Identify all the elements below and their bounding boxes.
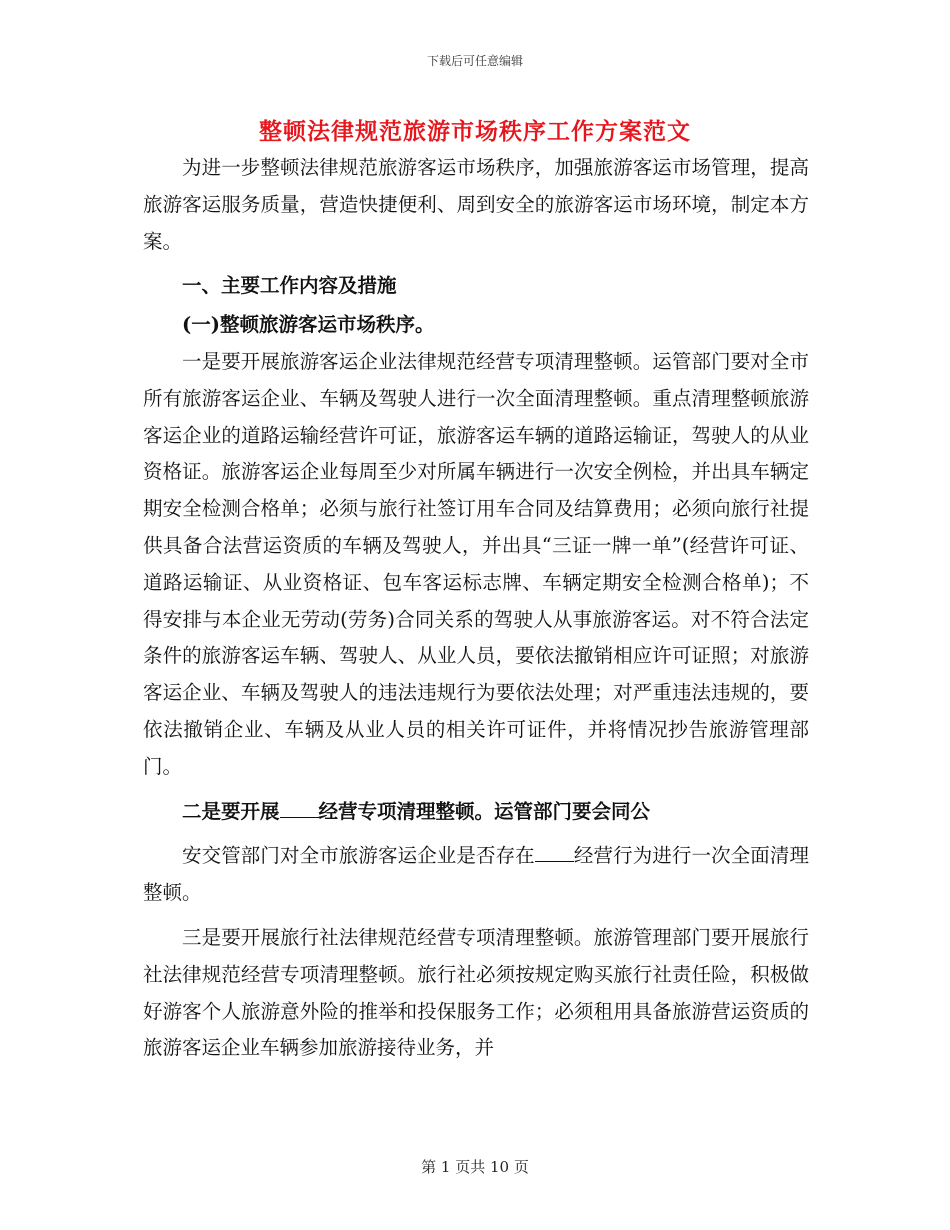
page-footer: 第 1 页共 10 页 <box>421 1158 529 1176</box>
paragraph-2-part-2: 经营专项清理整顿。运管部门要会同公 <box>318 799 651 823</box>
paragraph-4: 三是要开展旅行社法律规范经营专项清理整顿。旅游管理部门要开展旅行社法律规范经营专项清理整顿。旅行社必须按规定购买旅行社责任险，积极做好游客个人旅游意外险的推举和投保服务工作；必须租用具备旅游营运资质的旅游客运企业车辆参加旅游接待业务，并 <box>143 925 809 1060</box>
document-title: 整顿法律规范旅游市场秩序工作方案范文 <box>259 118 691 145</box>
paragraph-1: 一是要开展旅游客运企业法律规范经营专项清理整顿。运管部门要对全市所有旅游客运企业、车辆及驾驶人进行一次全面清理整顿。重点清理整顿旅游客运企业的道路运输经营许可证，旅游客运车辆的道路运输证，驾驶人的从业资格证。旅游客运企业每周至少对所属车辆进行一次安全例检，并出具车辆定期安全检测合格单；必须与旅行社签订用车合同及结算费用；必须向旅行社提供具备合法营运资质的车辆及驾驶人，并出具“三证一牌一单”(经营许可证、道路运输证、从业资格证、包车客运标志牌、车辆定期安全检测合格单)；不得安排与本企业无劳动(劳务)合同关系的驾驶人从事旅游客运。对不符合法定条件的旅游客运车辆、驾驶人、从业人员，要依法撤销相应许可证照；对旅游客运企业、车辆及驾驶人的违法违规行为要依法处理；对严重违法违规的，要依法撤销企业、车辆及从业人员的相关许可证件，并将情况抄告旅游管理部门。 <box>143 349 809 778</box>
paragraph-2-part-1: 二是要开展 <box>182 799 280 823</box>
paragraph-3-part-2: 经营行为进行一次全面清理整顿。 <box>143 844 809 905</box>
paragraph-3-part-1: 安交管部门对全市旅游客运企业是否存在 <box>182 844 535 868</box>
blank-underline <box>535 844 574 863</box>
intro-paragraph: 为进一步整顿法律规范旅游客运市场秩序，加强旅游客运市场管理，提高旅游客运服务质量，营造快捷便利、周到安全的旅游客运市场环境，制定本方案。 <box>143 156 809 253</box>
section-heading-1: 一、主要工作内容及措施 <box>182 274 397 298</box>
header-note: 下载后可任意编辑 <box>426 54 523 68</box>
blank-underline <box>280 799 319 818</box>
document-body <box>143 150 809 1067</box>
paragraph-2 <box>143 794 809 831</box>
paragraph-3 <box>143 838 809 912</box>
subsection-heading-1: (一)整顿旅游客运市场秩序。 <box>182 313 435 337</box>
